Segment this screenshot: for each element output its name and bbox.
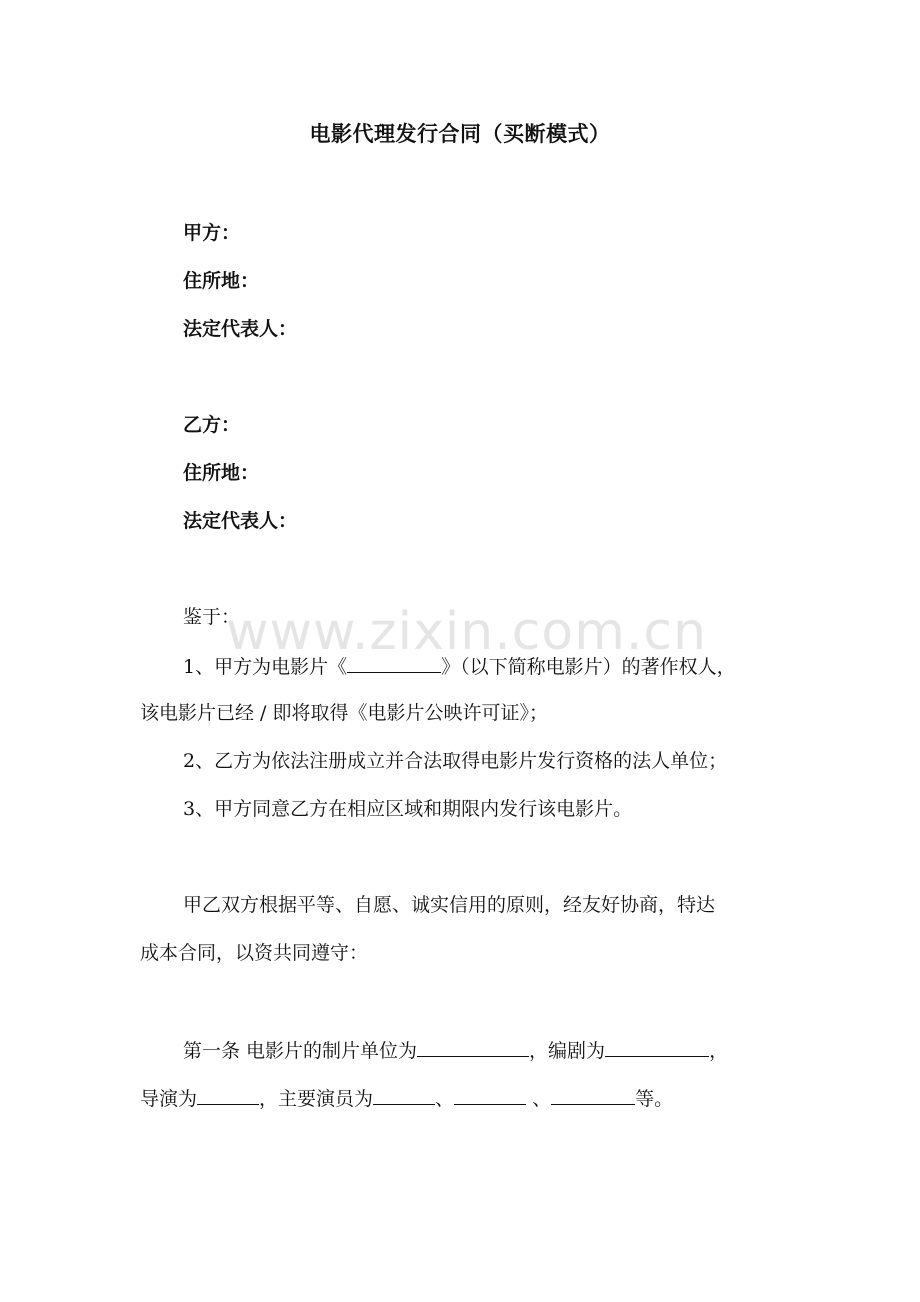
party-b-representative: 法定代表人：	[183, 510, 298, 532]
actor-3-blank	[551, 1086, 635, 1105]
clause-1-continuation: 该电影片已经 / 即将取得《电影片公映许可证》；	[140, 702, 548, 724]
article-1-text-c: ，	[709, 1040, 729, 1062]
whereas-heading: 鉴于：	[183, 606, 241, 628]
agreement-line-2: 成本合同，以资共同遵守：	[140, 942, 369, 964]
article-1b-text-e: 等。	[635, 1088, 674, 1110]
clause-2: 2、乙方为依法注册成立并合法取得电影片发行资格的法人单位；	[183, 750, 728, 772]
party-a-representative: 法定代表人：	[183, 318, 298, 340]
director-blank	[197, 1086, 259, 1105]
article-1b-text-c: 、	[435, 1088, 455, 1110]
film-title-blank	[347, 654, 441, 673]
article-1b-text-a: 导演为	[140, 1088, 198, 1110]
clause-3: 3、甲方同意乙方在相应区域和期限内发行该电影片。	[183, 798, 633, 820]
document-title: 电影代理发行合同（买断模式）	[309, 122, 611, 146]
clause-1-line	[183, 654, 736, 679]
screenwriter-blank	[605, 1038, 709, 1057]
article-1-line-2	[140, 1086, 673, 1111]
agreement-line-1: 甲乙双方根据平等、自愿、诚实信用的原则，经友好协商，特达	[183, 894, 716, 916]
watermark: www.zixin.com.cn	[226, 602, 707, 662]
party-b-label: 乙方：	[183, 414, 241, 436]
producer-blank	[417, 1038, 529, 1057]
actor-1-blank	[373, 1086, 435, 1105]
article-1-text-a: 第一条 电影片的制片单位为	[183, 1040, 418, 1062]
party-b-address: 住所地：	[183, 462, 260, 484]
article-1b-text-d: 、	[526, 1088, 552, 1110]
actor-2-blank	[454, 1086, 526, 1105]
party-a-address: 住所地：	[183, 270, 260, 292]
article-1-line-1	[183, 1038, 728, 1063]
party-a-label: 甲方：	[183, 222, 241, 244]
clause-1-text-a: 1、甲方为电影片《	[183, 656, 348, 678]
article-1-text-b: ，编剧为	[529, 1040, 606, 1062]
article-1b-text-b: ，主要演员为	[259, 1088, 374, 1110]
clause-1-text-b: 》（以下简称电影片）的著作权人，	[441, 656, 736, 678]
